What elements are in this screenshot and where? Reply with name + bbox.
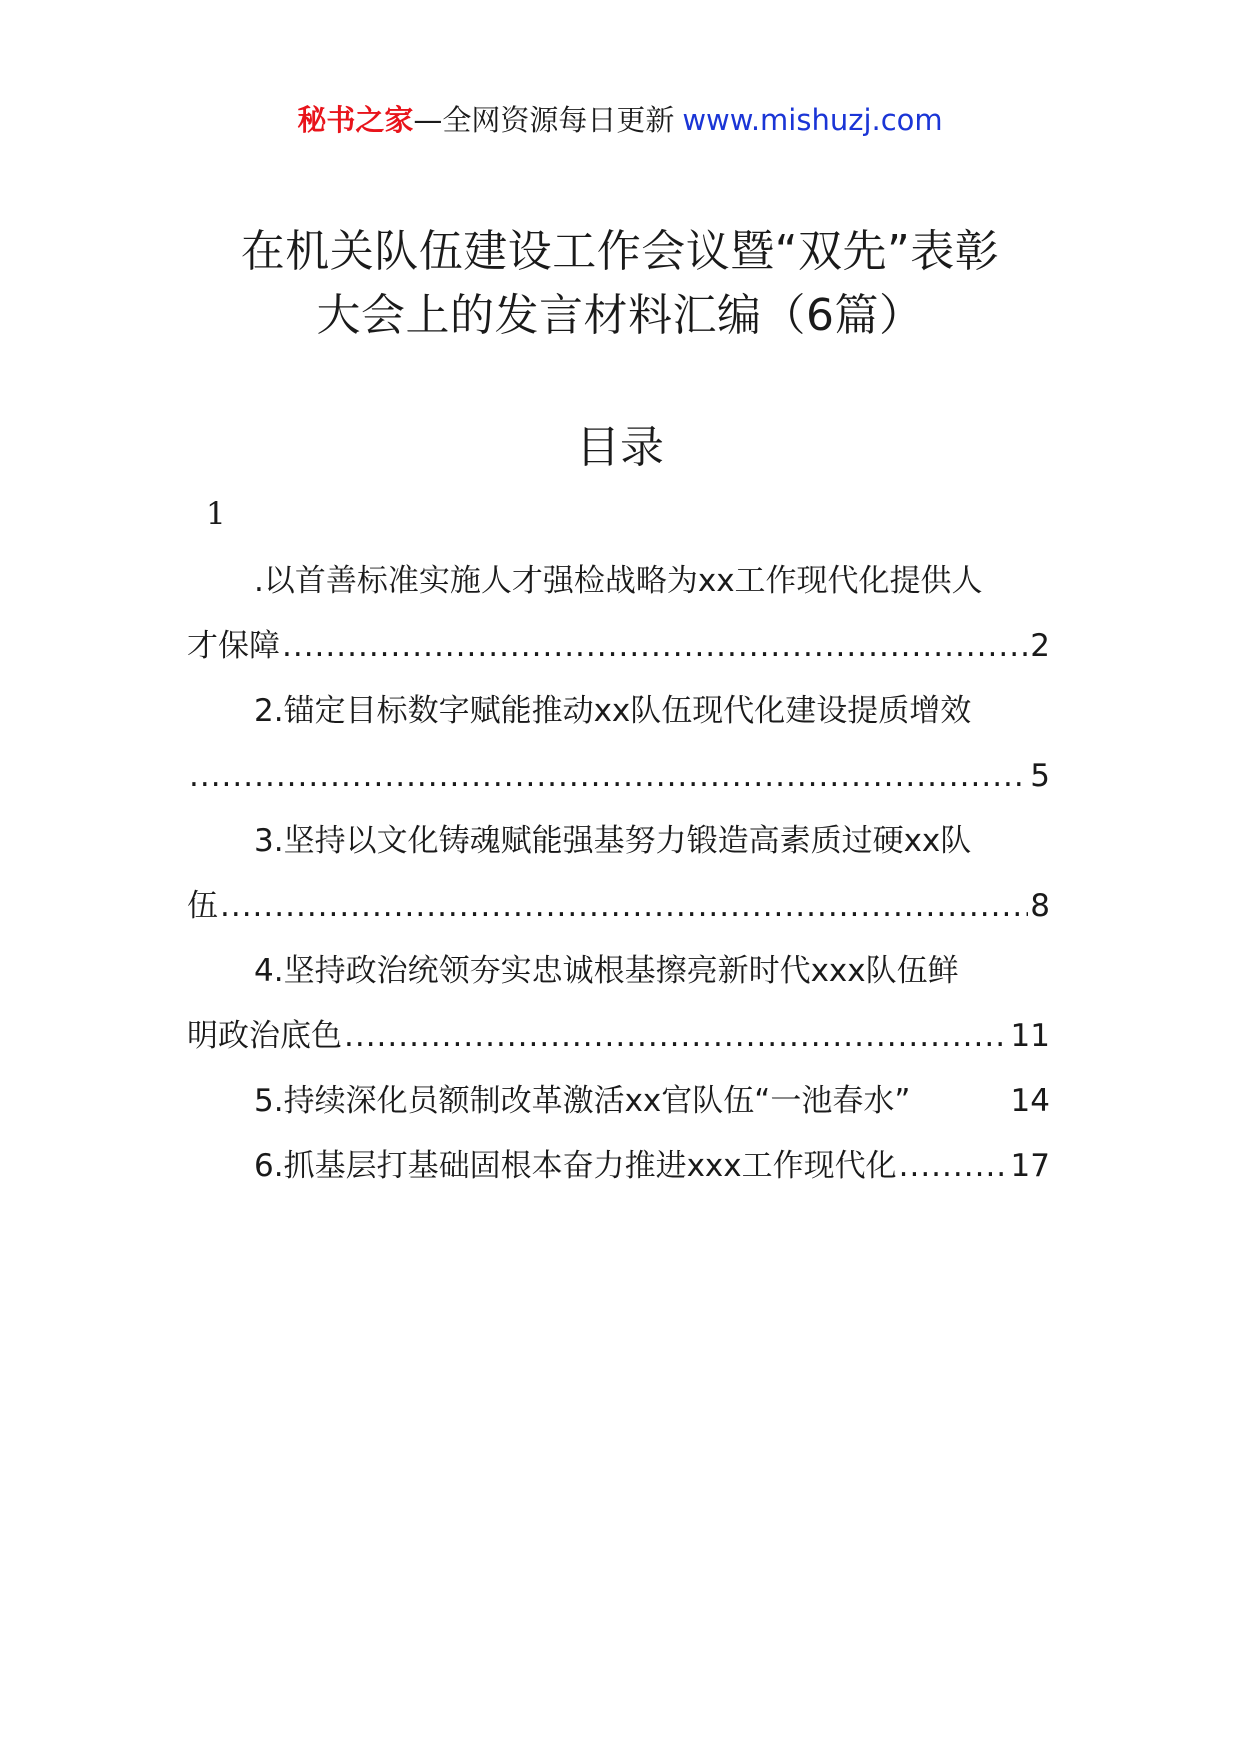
title-line-1: 在机关队伍建设工作会议暨“双先”表彰 bbox=[240, 226, 1000, 277]
toc-entry-3-line-2[interactable] bbox=[187, 874, 1050, 939]
toc-leader-dots bbox=[220, 874, 1028, 939]
toc-entry-3-title-part-2: 伍 bbox=[187, 888, 218, 924]
toc-leader-dots bbox=[344, 1004, 1009, 1069]
toc-heading: 目录 bbox=[576, 422, 664, 473]
toc-leader-dots bbox=[899, 1134, 1009, 1199]
toc-entry-3-line-1[interactable] bbox=[187, 809, 1050, 874]
toc-entry-6-page: 17 bbox=[1010, 1148, 1050, 1184]
toc-entry-4-line-2[interactable] bbox=[187, 1004, 1050, 1069]
toc-entry-1-line-2[interactable] bbox=[187, 614, 1050, 679]
toc-entry-4-title-part-2: 明政治底色 bbox=[187, 1018, 342, 1054]
toc-entry-1-title-part-2: 才保障 bbox=[187, 628, 280, 664]
toc-entry-6[interactable] bbox=[187, 1134, 1050, 1199]
toc-entry-1-number: 1 bbox=[206, 496, 226, 532]
title-line-2: 大会上的发言材料汇编（6篇） bbox=[316, 290, 924, 341]
toc-entry-1-title-part-1: .以首善标准实施人才强检战略为xx工作现代化提供人 bbox=[254, 563, 983, 599]
site-slogan: —全网资源每日更新 bbox=[413, 103, 675, 137]
site-url-link[interactable]: www.mishuzj.com bbox=[682, 103, 943, 137]
document-title bbox=[100, 220, 1140, 348]
toc-entry-5-title: 5.持续深化员额制改革激活xx官队伍“一池春水” bbox=[254, 1083, 911, 1119]
toc-entry-3-page: 8 bbox=[1030, 888, 1050, 924]
toc-entry-3-title-part-1: 3.坚持以文化铸魂赋能强基努力锻造高素质过硬xx队 bbox=[254, 823, 972, 859]
toc-entry-2-line-1[interactable] bbox=[187, 679, 1050, 744]
toc-entry-2-page: 5 bbox=[1030, 758, 1050, 794]
toc-entry-1-line-1[interactable] bbox=[187, 549, 1050, 614]
table-of-contents bbox=[187, 549, 1050, 1199]
toc-entry-2-line-2[interactable] bbox=[187, 744, 1050, 809]
toc-leader-dots bbox=[282, 614, 1028, 679]
brand-name: 秘书之家 bbox=[297, 103, 414, 137]
toc-entry-4-title-part-1: 4.坚持政治统领夯实忠诚根基擦亮新时代xxx队伍鲜 bbox=[254, 953, 959, 989]
toc-entry-6-title: 6.抓基层打基础固根本奋力推进xxx工作现代化 bbox=[254, 1148, 897, 1184]
toc-entry-1-page: 2 bbox=[1030, 628, 1050, 664]
site-header bbox=[0, 100, 1240, 140]
toc-entry-4-page: 11 bbox=[1010, 1018, 1050, 1054]
toc-entry-4-line-1[interactable] bbox=[187, 939, 1050, 1004]
toc-entry-2-title: 2.锚定目标数字赋能推动xx队伍现代化建设提质增效 bbox=[254, 693, 972, 729]
toc-entry-5[interactable] bbox=[187, 1069, 1050, 1134]
toc-leader-dots bbox=[189, 744, 1028, 809]
toc-entry-5-page: 14 bbox=[1010, 1083, 1050, 1119]
